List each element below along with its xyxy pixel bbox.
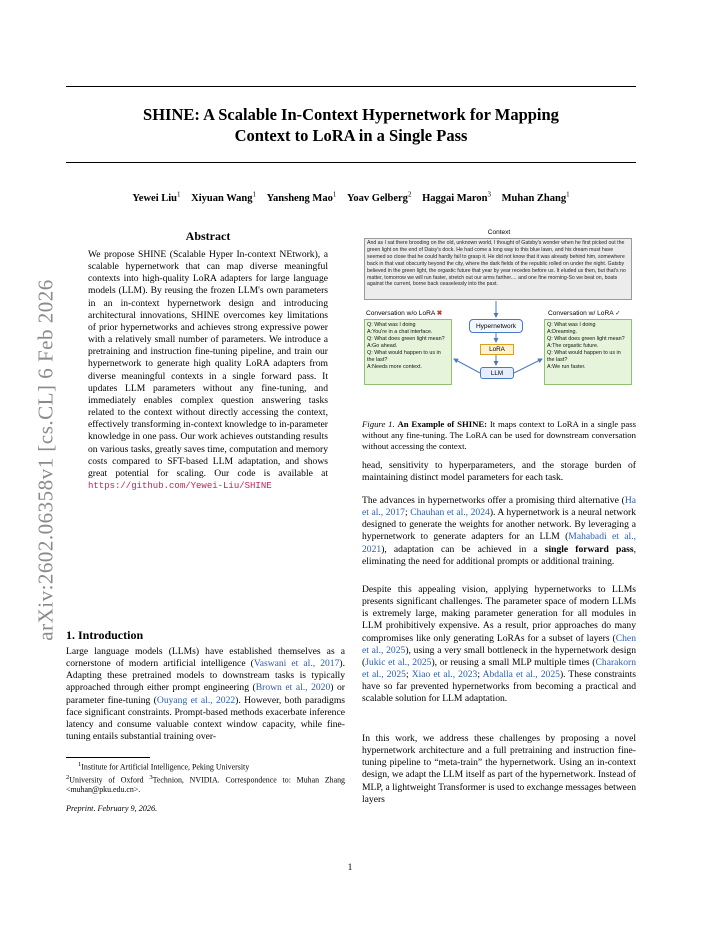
conversation-line: A:You're in a chat interface.: [367, 329, 433, 335]
citation-link[interactable]: Chauhan et al., 2024: [410, 507, 490, 519]
conversation-line: Q: What was I doing: [367, 322, 416, 328]
llm-to-left-arrow: [454, 359, 480, 373]
text-run: ) or parameter fine-tuning (: [66, 682, 345, 706]
citation-link[interactable]: Chen et al., 2025: [362, 632, 636, 656]
citation-link[interactable]: Ouyang et al., 2022: [156, 694, 236, 706]
title-top-rule: [66, 86, 636, 87]
text-run: Despite this appealing vision, applying hypernetworks to LLMs presents significant challenges. The parameter space of modern LLMs is extremely large, making parameter generation for all modules in LLM prohibitively expensive. As a result, prior approaches do many compromises like only generating LoRAs for a subset of layers (: [362, 584, 636, 644]
text-run: ), adaptation can be achieved in a: [381, 543, 538, 555]
citation-link[interactable]: Vaswani et al., 2017: [253, 658, 340, 670]
conversation-line: Q: What would happen to us in the last?: [547, 350, 621, 363]
citation-link[interactable]: Mahabadi et al., 2021: [362, 531, 636, 555]
check-icon: ✓: [615, 310, 621, 317]
figure-1: [362, 229, 636, 409]
abstract-text: We propose SHINE (Scalable Hyper In-context NEtwork), a scalable hypernetwork that can map diverse meaningful contexts into high-quality LoRA adapters for large language models (LLM). By reusing the frozen LLM's own parameters in an in-context hypernetwork design and introducing architectural innovations, SHINE overcomes key limitations of prior hypernetworks and achieves strong expressive power with a relatively small number of parameters. We introduce a pretraining and instruction fine-tuning pipeline, and train our hypernetwork to generate high quality LoRA adapters from diverse meaningful contexts in a single forward pass. It updates LLM parameters without any fine-tuning, and immediately enables complex question answering tasks related to the context without directly accessing the context, effectively transforming in-context knowledge to in-parameter knowledge in one pass. Our work achieves outstanding results on various tasks, greatly saves time, computation and memory costs compared to SFT-based LLM adaptation, and shows great potential for scaling. Our code is available at: [88, 249, 328, 479]
conversation-line: Q: What does green light mean?: [367, 336, 445, 342]
text-run: The advances in hypernetworks offer a promising third alternative (: [362, 495, 625, 506]
caption-text: It maps context to LoRA in a single pass without any fine-tuning. The LoRA can be used for downstream conversation without accessing the context.: [362, 419, 637, 451]
conversation-line: A:Go ahead.: [367, 343, 398, 349]
citation-link[interactable]: Xiao et al., 2023: [411, 669, 478, 681]
citation-link[interactable]: Charakorn et al., 2025: [362, 656, 637, 681]
intro-paragraph: [66, 646, 345, 743]
text-run: Large language models (LLMs) have established themselves as a cornerstone of modern artificial intelligence (: [66, 646, 345, 670]
cross-icon: ✖: [436, 310, 443, 317]
conversation-line: Q: What would happen to us in the last?: [367, 350, 441, 363]
conversation-line: A:Needs more context.: [367, 364, 422, 370]
text-run: ). A hypernetwork is a neural network designed to generate the weights for another network. By leveraging a hypernetwork to generate adapters for an LLM (: [362, 507, 636, 543]
footnote-line-1: $^1$Institute for Artificial Intelligence, Peking University: [78, 761, 250, 772]
conversation-line: Q: What does green light mean?: [547, 336, 625, 342]
title-bottom-rule: [66, 162, 636, 163]
lora-box: LoRA: [480, 344, 514, 355]
citation-link[interactable]: Abdalla et al., 2025: [482, 669, 560, 681]
text-run: ). Adapting these pretrained models to downstream tasks is typically approached through either prompt engineering (: [66, 658, 345, 694]
citation-link[interactable]: Ha et al., 2017: [362, 495, 636, 519]
author: Yewei Liu$^1$: [132, 190, 181, 204]
bold-phrase: single forward pass: [544, 543, 634, 555]
hypernetwork-box: Hypernetwork: [469, 319, 523, 333]
conversation-line: A:Dreaming.: [547, 329, 577, 335]
text-run: ), using a very small bottleneck in the hypernetwork design (: [362, 644, 636, 668]
conversation-line: Q: What was I doing: [547, 322, 596, 328]
caption-title: An Example of SHINE:: [397, 419, 488, 429]
author: Yansheng Mao$^1$: [266, 190, 337, 204]
figure-context-label: Context: [487, 229, 511, 236]
abstract-body: [88, 249, 328, 492]
col2-paragraph-1: The advances in hypernetworks offer a promising third alternative (Ha et al., 2017; Chauhan et al., 2024). A hypernetwork is a neural network designed to generate the weights for another network. By leveraging a hypernetwork to generate adapters for an LLM (Mahabadi et al., 2021), adaptation can be achieved in a single forward pass, eliminating the need for additional prompts or additional training.: [362, 495, 636, 567]
footnote-rule: [66, 757, 150, 758]
page-number: 1: [347, 863, 353, 873]
left-conversation-label: Conversation w/o LoRA ✖: [366, 310, 443, 317]
conversation-with-lora: [544, 319, 632, 385]
context-box: And as I sat there brooding on the old, unknown world, I thought of Gatsby's wonder when he first picked out the green light on the end of Daisy's dock. He had come a long way to this blue lawn, and his dream must have seemed so close that he could hardly fail to grasp it. He did not know that it was already behind him, somewhere back in that vast obscurity beyond the city, where the dark fields of the republic rolled on under the night. Gatsby believed in the green light, the orgastic future that year by year recedes before us. It eluded us then, but that's no matter, tomorrow we will run faster, stretch out our arms farther.... and one fine morning-So we beat on, boats against the current, borne back ceaselessly into the past.: [364, 238, 632, 300]
text-run: ), or reusing a small MLP multiple times (: [431, 656, 596, 668]
author-list: [66, 190, 636, 204]
col2-paragraph-2: Despite this appealing vision, applying hypernetworks to LLMs presents significant challenges. The parameter space of modern LLMs is extremely large, making parameter generation for all modules in LLM prohibitively expensive. As a result, prior approaches do many compromises like only generating LoRAs for a subset of layers (Chen et al., 2025), using a very small bottleneck in the hypernetwork design (Jukic et al., 2025), or reusing a small MLP multiple times (Charakorn et al., 2025; Xiao et al., 2023; Abdalla et al., 2025). These constraints have so far prevented hypernetworks from becoming a practical and scalable solution for LLM adaptation.: [362, 584, 637, 705]
text-run: ). However, both paradigms face significant constraints. Prompt-based methods exacerbate inference latency and consume valuable context window capacity, while fine-tuning entails substantial training over-: [66, 694, 346, 743]
llm-to-right-arrow: [514, 359, 542, 373]
conversation-line: A:We run faster.: [547, 364, 586, 370]
citation-link[interactable]: Brown et al., 2020: [255, 682, 331, 694]
code-link[interactable]: https://github.com/Yewei-Liu/SHINE: [88, 480, 272, 491]
text-run: ). These constraints have so far prevented hypernetworks from becoming a practical and scalable solution for LLM adaptation.: [362, 669, 636, 705]
conversation-line: A:The orgastic future.: [547, 343, 599, 349]
footnote-line-2: $^2$University of Oxford $^3$Technion, NVIDIA. Correspondence to: Muhan Zhang <muhan@pku.edu.cn>.: [66, 773, 345, 795]
section-heading-introduction: 1. Introduction: [66, 628, 144, 642]
title-line-1: SHINE: A Scalable In-Context Hypernetwork for Mapping: [143, 105, 559, 124]
figure-caption: [362, 419, 636, 451]
col2-paragraph-0: head, sensitivity to hyperparameters, and the storage burden of maintaining distinct model parameters for each task.: [362, 460, 636, 484]
author: Xiyuan Wang$^1$: [191, 190, 256, 204]
right-conversation-label: Conversation w/ LoRA ✓: [548, 310, 621, 317]
abstract-heading: Abstract: [185, 229, 231, 243]
caption-number: Figure 1.: [362, 419, 395, 429]
col2-paragraph-3: In this work, we address these challenges by proposing a novel hypernetwork architecture and a full pretraining and instruction fine-tuning pipeline to “meta-train” the hypernetwork. Using an in-context design, we adapt the LLM itself as part of the hypernetwork. Instead of MLP, a lightweight Transformer is used to exchange messages between layers: [362, 733, 636, 805]
author: Yoav Gelberg$^2$: [346, 190, 412, 204]
conversation-without-lora: [364, 319, 452, 385]
citation-link[interactable]: Jukic et al., 2025: [365, 656, 432, 668]
text-run: , eliminating the need for additional prompts or additional training.: [362, 543, 636, 567]
author: Muhan Zhang$^1$: [501, 190, 570, 204]
affiliation-footnote: [66, 760, 345, 795]
author: Haggai Maron$^3$: [422, 190, 491, 204]
arxiv-identifier-stamp[interactable]: arXiv:2602.06358v1 [cs.CL] 6 Feb 2026: [33, 279, 58, 641]
paper-title: [66, 104, 636, 146]
preprint-date: Preprint. February 9, 2026.: [66, 804, 158, 813]
title-line-2: Context to LoRA in a Single Pass: [234, 126, 468, 145]
llm-box: LLM: [480, 367, 514, 379]
